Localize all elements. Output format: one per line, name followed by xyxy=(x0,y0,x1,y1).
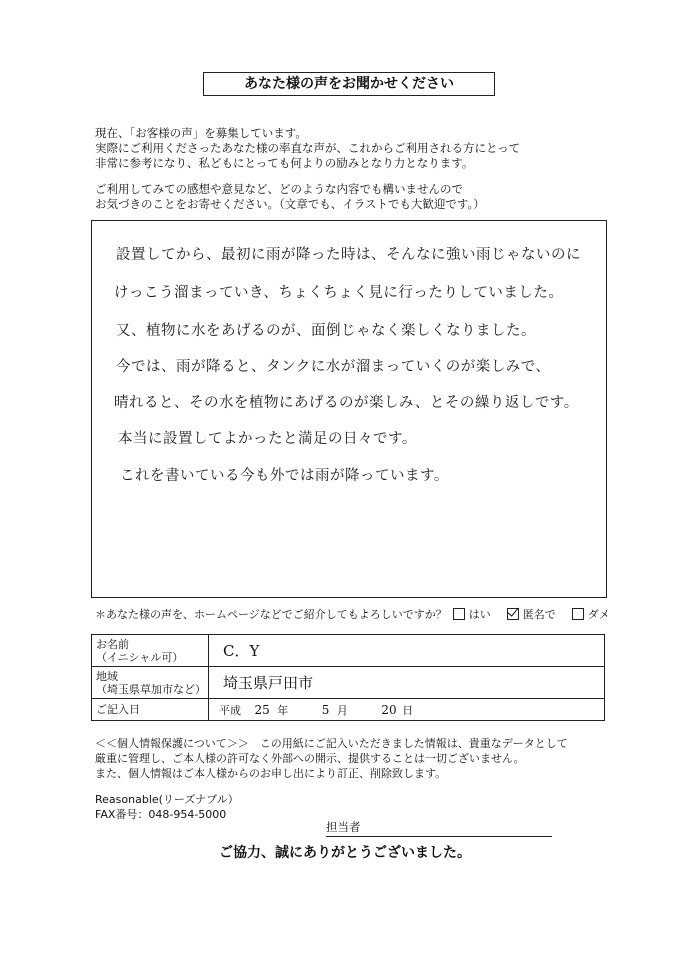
intro-line: 実際にご利用くださったあなた様の率直な声が、これからご利用される方にとって xyxy=(95,141,521,155)
voice-line: これを書いている今も外では雨が降っています。 xyxy=(120,468,449,484)
date-year-unit: 年 xyxy=(277,703,289,717)
voice-line: 晴れると、その水を植物にあげるのが楽しみ、とその繰り返しです。 xyxy=(114,395,579,411)
voice-line: 本当に設置してよかったと満足の日々です。 xyxy=(118,431,417,447)
intro-text xyxy=(95,126,520,171)
area-label-main: 地域 xyxy=(96,669,118,683)
privacy-notice xyxy=(95,736,568,781)
area-field[interactable]: 埼玉県戸田市 xyxy=(209,667,605,699)
date-day: 20 xyxy=(381,702,397,717)
privacy-line: また、個人情報はご本人様からのお申し出により訂正、削除致します。 xyxy=(95,767,447,780)
closing-thanks: ご協力、誠にありがとうございました。 xyxy=(219,845,471,861)
consent-yes-label: はい xyxy=(468,608,491,621)
staff-label: 担当者 xyxy=(326,820,361,834)
staff-field[interactable] xyxy=(326,819,552,837)
voice-line: 又、植物に水をあげるのが、面倒じゃなく楽しくなりました。 xyxy=(116,323,536,339)
voice-line: 今では、雨が降ると、タンクに水が溜まっていくのが楽しみで、 xyxy=(116,359,551,375)
consent-yes-checkbox[interactable] xyxy=(453,608,465,620)
date-label: ご記入日 xyxy=(92,699,209,721)
name-label-main: お名前 xyxy=(96,637,129,651)
voice-textarea[interactable] xyxy=(91,220,607,598)
name-label-sub: （イニシャル可） xyxy=(96,650,184,664)
name-row xyxy=(92,635,605,667)
date-era: 平成 xyxy=(219,703,241,717)
date-field[interactable] xyxy=(209,699,605,721)
name-label xyxy=(92,635,209,667)
consent-anonymous-checkbox[interactable] xyxy=(507,608,519,620)
intro-line: ご利用してみての感想や意見など、どのような内容でも構いませんので xyxy=(95,182,463,196)
company-fax: FAX番号：048-954-5000 xyxy=(95,808,227,821)
area-row xyxy=(92,667,605,699)
date-day-unit: 日 xyxy=(402,703,414,717)
company-name: Reasonable(リーズナブル） xyxy=(95,793,239,806)
form-title: あなた様の声をお聞かせください xyxy=(203,72,495,96)
privacy-line: ＜＜個人情報保護について＞＞ この用紙にご記入いただきました情報は、貴重なデータとして xyxy=(95,737,568,750)
date-year: 25 xyxy=(254,702,270,717)
voice-line: 設置してから、最初に雨が降った時は、そんなに強い雨じゃないのに xyxy=(116,247,581,263)
privacy-line: 厳重に管理し、ご本人様の許可なく外部への開示、提供することは一切ございません。 xyxy=(95,752,525,765)
consent-question: ＊あなた様の声を、ホームページなどでご紹介してもよろしいですか？ xyxy=(95,608,447,621)
area-label-sub: （埼玉県草加市など） xyxy=(96,682,206,696)
intro-line: 非常に参考になり、私どもにとっても何よりの励みとなり力となります。 xyxy=(95,156,474,170)
intro-line: 現在、「お客様の声」を募集しています。 xyxy=(95,126,307,140)
name-field[interactable]: C．Y xyxy=(209,635,605,667)
company-info xyxy=(95,792,239,822)
intro-line: お気づきのことをお寄せください。（文章でも、イラストでも大歓迎です。） xyxy=(95,197,485,211)
date-month-unit: 月 xyxy=(336,703,348,717)
consent-anonymous-label: 匿名で xyxy=(522,608,556,621)
consent-no-checkbox[interactable] xyxy=(572,608,584,620)
info-table xyxy=(91,634,605,721)
date-row xyxy=(92,699,605,721)
intro-text-2 xyxy=(95,182,485,212)
consent-no-label: ダメ xyxy=(587,608,610,621)
date-month: 5 xyxy=(321,702,330,717)
voice-line: けっこう溜まっていき、ちょくちょく見に行ったりしていました。 xyxy=(114,285,564,301)
consent-row xyxy=(95,606,610,622)
area-label xyxy=(92,667,209,699)
